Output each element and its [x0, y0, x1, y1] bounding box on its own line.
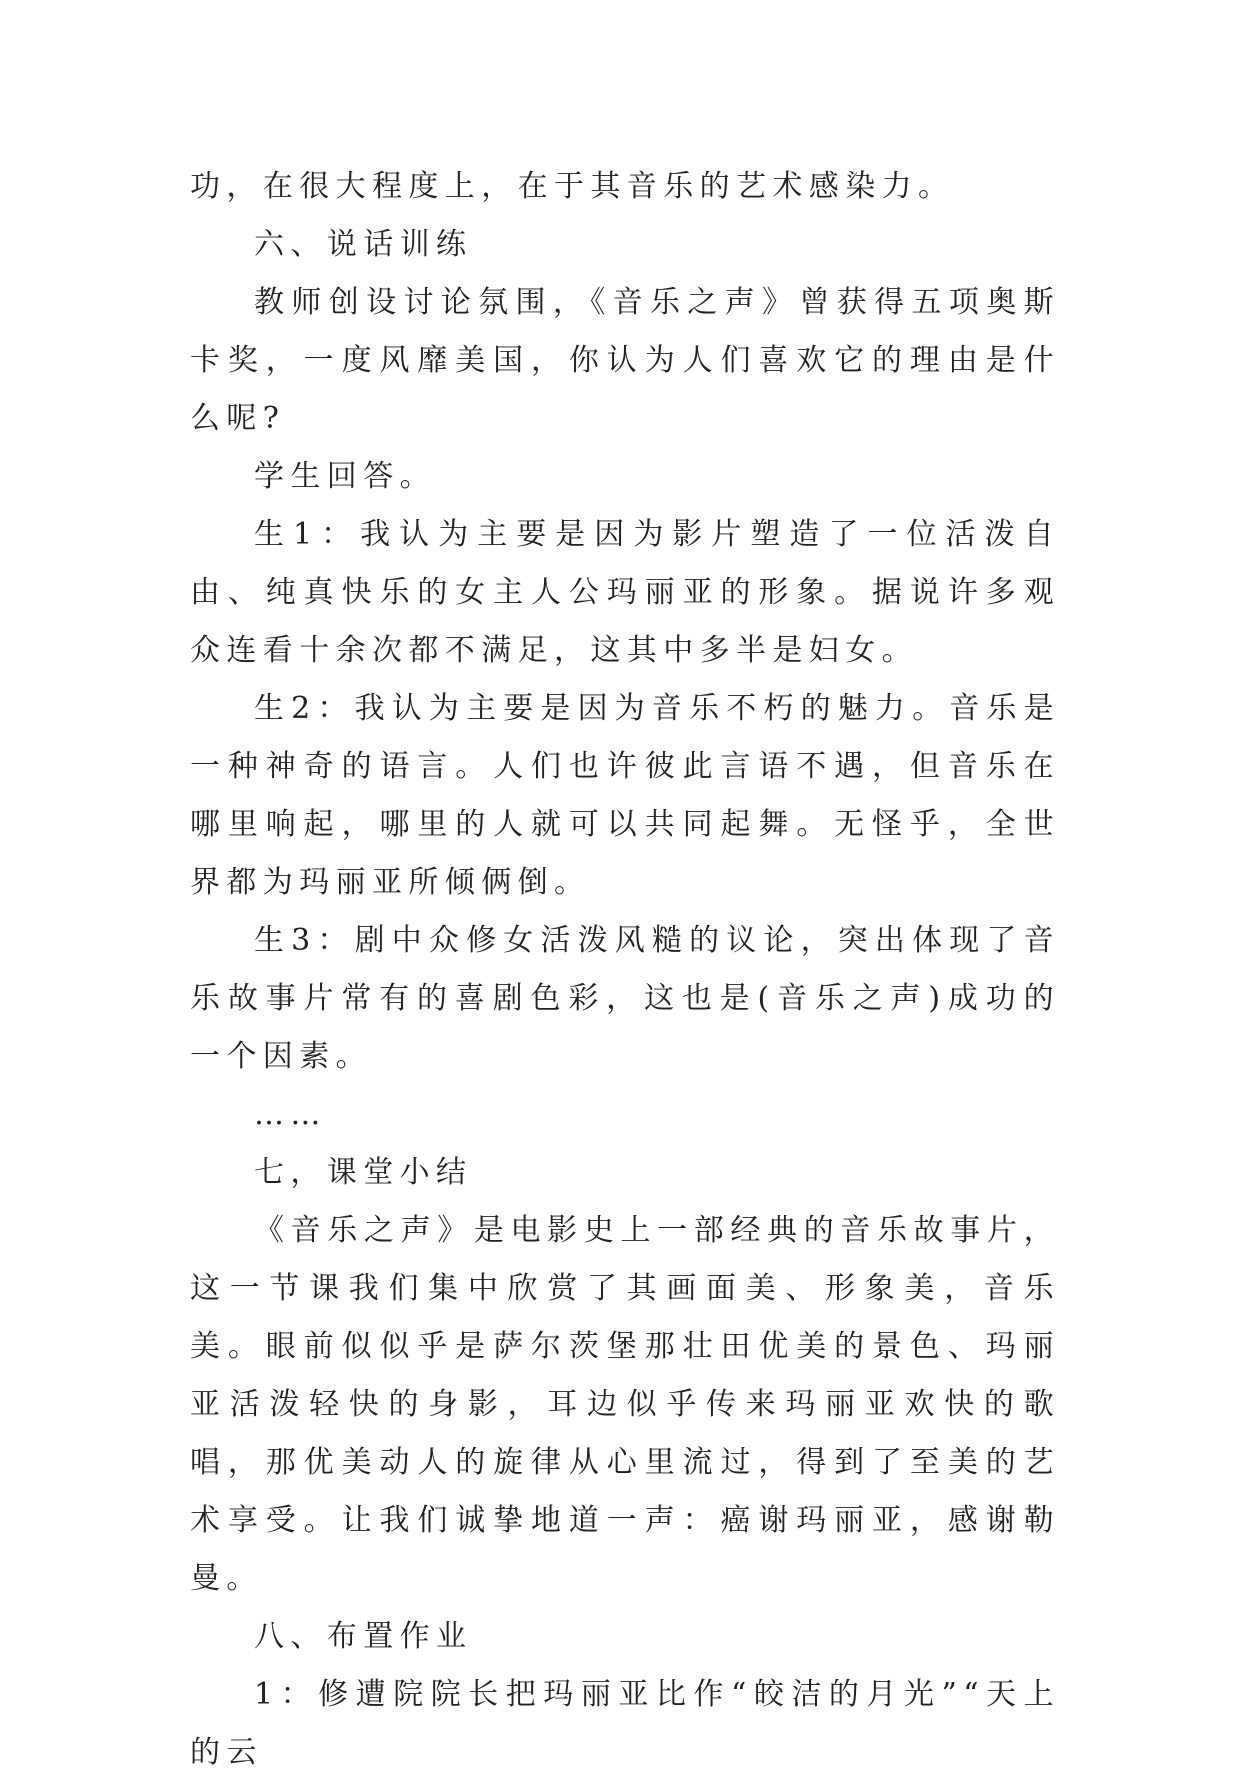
- section-heading-speaking-practice: 六、说话训练: [254, 227, 473, 262]
- document-body: [190, 158, 1060, 1782]
- paragraph-ellipsis: ……: [254, 1097, 327, 1132]
- paragraph-homework-item-1: 1：修遭院院长把玛丽亚比作“皎洁的月光”“天上的云: [190, 1677, 1060, 1770]
- paragraph-summary: 《音乐之声》是电影史上一部经典的音乐故事片，这一节课我们集中欣赏了其画面美、形象美，音乐美。眼前似似乎是萨尔茨堡那壮田优美的景色、玛丽亚活泼轻快的身影，耳边似乎传来玛丽亚欢快的歌唱，那优美动人的旋律从心里流过，得到了至美的艺术享受。让我们诚挚地道一声：癌谢玛丽亚，感谢勒曼。: [190, 1213, 1060, 1596]
- paragraph-student-answer-intro: 学生回答。: [254, 459, 436, 494]
- paragraph-student-3: 生3：剧中众修女活泼风糙的议论，突出体现了音乐故事片常有的喜剧色彩，这也是(音乐之声)成功的一个因素。: [190, 923, 1060, 1074]
- paragraph-teacher-question: 教师创设讨论氛围，《音乐之声》曾获得五项奥斯卡奖，一度风靡美国，你认为人们喜欢它的理由是什么呢?: [190, 285, 1060, 436]
- paragraph-student-2: 生2：我认为主要是因为音乐不朽的魅力。音乐是一种神奇的语言。人们也许彼此言语不遇，但音乐在哪里响起，哪里的人就可以共同起舞。无怪乎，全世界都为玛丽亚所倾俩倒。: [190, 691, 1060, 900]
- section-heading-class-summary: 七，课堂小结: [254, 1155, 473, 1190]
- paragraph-continuation: 功，在很大程度上，在于其音乐的艺术感染力。: [190, 169, 955, 204]
- section-heading-homework: 八、布置作业: [254, 1619, 473, 1654]
- paragraph-student-1: 生1：我认为主要是因为影片塑造了一位活泼自由、纯真快乐的女主人公玛丽亚的形象。据说许多观众连看十余次都不满足，这其中多半是妇女。: [190, 517, 1060, 668]
